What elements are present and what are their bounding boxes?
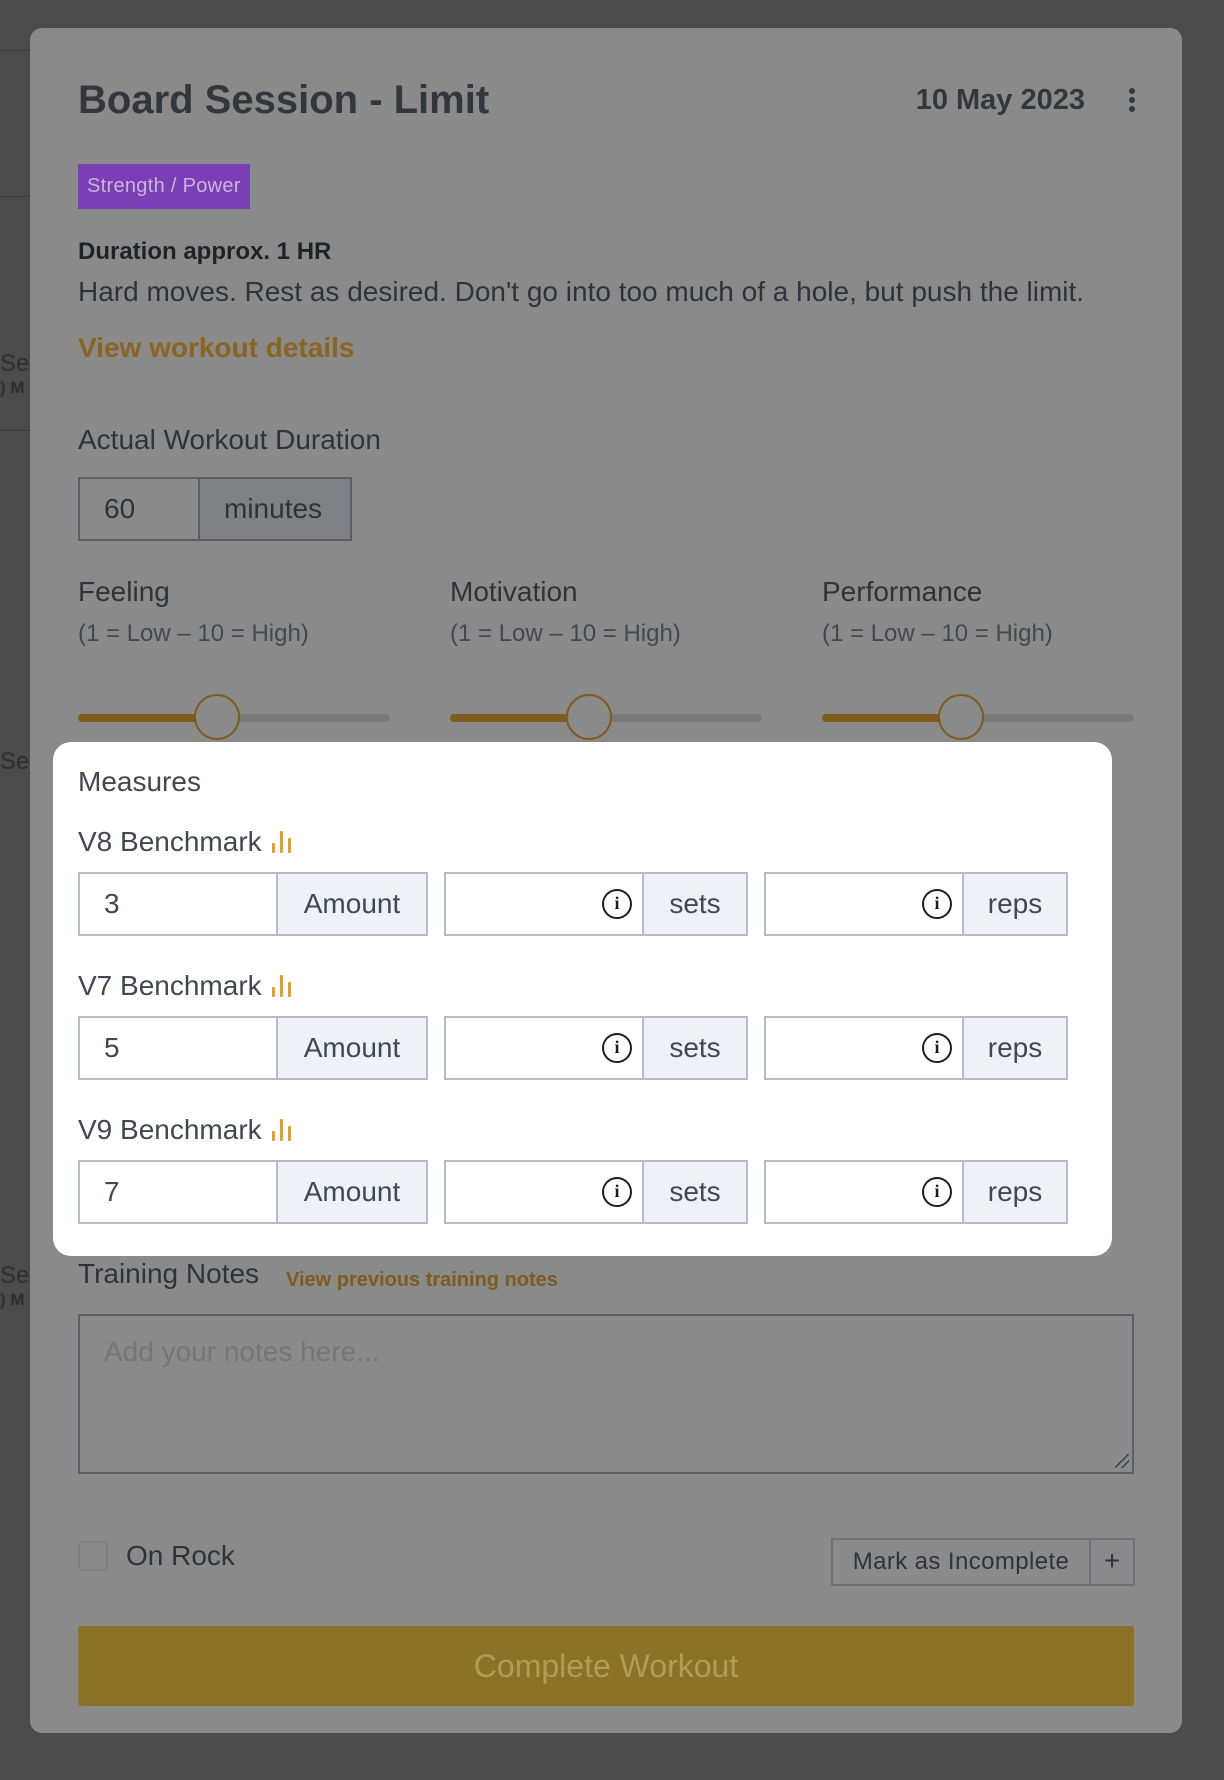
performance-slider [822, 576, 1136, 648]
more-options-icon[interactable] [1128, 88, 1136, 116]
bg-item-title: Se [0, 350, 30, 377]
bg-item-sub: ) M [0, 1290, 25, 1309]
reps-group [764, 1016, 1068, 1080]
complete-workout-button[interactable]: Complete Workout [78, 1626, 1134, 1706]
amount-input[interactable] [80, 1018, 276, 1078]
benchmark-label [78, 1114, 296, 1146]
workout-title: Board Session - Limit [78, 78, 490, 122]
bg-item-title: Se [0, 748, 30, 775]
benchmark-label [78, 826, 296, 858]
sets-group [444, 1016, 748, 1080]
bg-list-item [0, 350, 29, 398]
feeling-slider [78, 576, 392, 648]
slider-thumb[interactable] [566, 694, 612, 740]
slider-track[interactable] [450, 714, 762, 722]
info-icon[interactable]: i [602, 1177, 632, 1207]
amount-group [78, 1016, 428, 1080]
info-icon[interactable]: i [922, 1177, 952, 1207]
mark-incomplete-group [831, 1538, 1135, 1586]
bg-item-title: Se [0, 1262, 30, 1289]
actual-duration-label: Actual Workout Duration [78, 424, 381, 455]
on-rock-label: On Rock [126, 1540, 235, 1571]
bg-divider [0, 196, 30, 197]
amount-group [78, 872, 428, 936]
motivation-slider [450, 576, 764, 648]
reps-group [764, 1160, 1068, 1224]
measures-card [53, 742, 1112, 1256]
benchmark-name: V9 Benchmark [78, 1114, 262, 1145]
actual-duration-input[interactable] [80, 479, 198, 539]
amount-input[interactable] [80, 1162, 276, 1222]
benchmark-label [78, 970, 296, 1002]
training-notes-label: Training Notes [78, 1258, 260, 1289]
bar-chart-icon[interactable] [272, 975, 296, 997]
info-icon[interactable]: i [922, 889, 952, 919]
duration-label: Duration approx. 1 HR [78, 238, 332, 265]
bg-divider [0, 50, 30, 51]
amount-group [78, 1160, 428, 1224]
actual-duration-group [78, 477, 352, 541]
sets-addon: sets [642, 1162, 746, 1222]
bg-list-item [0, 1262, 29, 1310]
amount-addon: Amount [276, 1162, 426, 1222]
amount-input[interactable] [80, 874, 276, 934]
bg-divider [0, 430, 30, 431]
benchmark-name: V8 Benchmark [78, 826, 262, 857]
training-notes-input[interactable] [78, 1314, 1134, 1474]
workout-date: 10 May 2023 [915, 84, 1085, 116]
amount-addon: Amount [276, 874, 426, 934]
info-icon[interactable]: i [602, 889, 632, 919]
mark-incomplete-button[interactable]: Mark as Incomplete [852, 1548, 1070, 1575]
measure-row [78, 872, 1068, 936]
bg-list-item [0, 748, 29, 776]
duration-unit: minutes [198, 479, 350, 539]
workout-description: Hard moves. Rest as desired. Don't go into too much of a hole, but push the limit. [78, 276, 1085, 307]
slider-track[interactable] [78, 714, 390, 722]
benchmark-name: V7 Benchmark [78, 970, 262, 1001]
sets-addon: sets [642, 1018, 746, 1078]
slider-scale: (1 = Low – 10 = High) [822, 620, 1053, 647]
slider-thumb[interactable] [194, 694, 240, 740]
measure-row [78, 1160, 1068, 1224]
view-workout-details-link[interactable]: View workout details [78, 332, 355, 363]
slider-scale: (1 = Low – 10 = High) [78, 620, 309, 647]
bar-chart-icon[interactable] [272, 831, 296, 853]
slider-label: Motivation [450, 576, 578, 607]
info-icon[interactable]: i [922, 1033, 952, 1063]
sets-group [444, 1160, 748, 1224]
reps-addon: reps [962, 874, 1066, 934]
amount-addon: Amount [276, 1018, 426, 1078]
slider-thumb[interactable] [938, 694, 984, 740]
bar-chart-icon[interactable] [272, 1119, 296, 1141]
on-rock-checkbox[interactable] [78, 1541, 108, 1571]
category-tag: Strength / Power [78, 164, 250, 209]
sets-group [444, 872, 748, 936]
slider-track[interactable] [822, 714, 1134, 722]
view-previous-notes-link[interactable]: View previous training notes [286, 1269, 558, 1291]
measures-title: Measures [78, 766, 201, 797]
bg-item-sub: ) M [0, 378, 25, 397]
resize-handle-icon[interactable] [1115, 1454, 1129, 1468]
reps-group [764, 872, 1068, 936]
slider-scale: (1 = Low – 10 = High) [450, 620, 681, 647]
info-icon[interactable]: i [602, 1033, 632, 1063]
slider-label: Feeling [78, 576, 170, 607]
plus-icon[interactable]: + [1089, 1540, 1133, 1584]
slider-label: Performance [822, 576, 983, 607]
sets-addon: sets [642, 874, 746, 934]
reps-addon: reps [962, 1018, 1066, 1078]
reps-addon: reps [962, 1162, 1066, 1222]
measure-row [78, 1016, 1068, 1080]
